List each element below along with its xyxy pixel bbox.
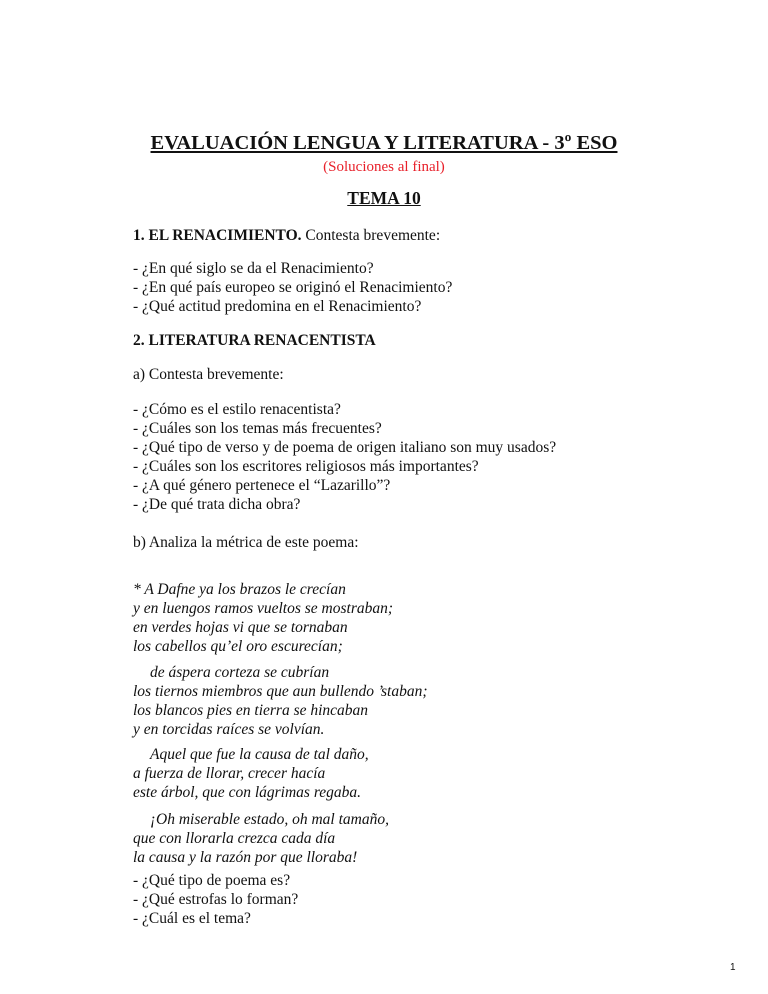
part-b-label: b) Analiza la métrica de este poema: [133,534,359,551]
poem-verse: que con llorarla crezca cada día [133,830,336,847]
poem-stanza-2 [133,663,428,739]
part-a-label: a) Contesta brevemente: [133,366,284,383]
document-subtitle: (Soluciones al final) [323,159,445,175]
question: - ¿En qué país europeo se originó el Renacimiento? [133,279,453,296]
question: - ¿En qué siglo se da el Renacimiento? [133,260,374,277]
poem-verse: los tiernos miembros que aun bullendo ’staban; [133,683,428,700]
poem-verse: de áspera corteza se cubrían [150,664,330,681]
section-2-heading: 2. LITERATURA RENACENTISTA [133,332,376,349]
poem-verse: en verdes hojas vi que se tornaban [133,619,348,636]
poem-stanza-3 [133,745,369,802]
poem-verse: * A Dafne ya los brazos le crecían [133,581,346,598]
section-1-questions [133,259,452,316]
question: - ¿Cuáles son los temas más frecuentes? [133,420,382,437]
part-b-questions [133,871,298,928]
question: - ¿Cuáles son los escritores religiosos más importantes? [133,458,479,475]
question: - ¿Qué actitud predomina en el Renacimiento? [133,298,422,315]
question: - ¿Qué tipo de poema es? [133,872,291,889]
poem-stanza-4 [133,810,389,867]
poem-verse: este árbol, que con lágrimas regaba. [133,784,362,801]
question: - ¿Cómo es el estilo renacentista? [133,401,341,418]
question: - ¿A qué género pertenece el “Lazarillo”? [133,477,391,494]
question: - ¿Qué estrofas lo forman? [133,891,299,908]
document-title: EVALUACIÓN LENGUA Y LITERATURA - 3º ESO [150,132,618,154]
poem-stanza-1 [133,580,393,656]
section-1-heading: 1. EL RENACIMIENTO. [133,227,302,244]
poem-verse: y en luengos ramos vueltos se mostraban; [133,600,394,617]
poem-verse: ¡Oh miserable estado, oh mal tamaño, [150,811,389,828]
part-a-questions [133,400,556,514]
poem-verse: Aquel que fue la causa de tal daño, [150,746,369,763]
poem-verse: la causa y la razón por que lloraba! [133,849,358,866]
page-number: 1 [730,962,736,973]
question: - ¿Cuál es el tema? [133,910,251,927]
section-1-instruction: Contesta brevemente: [301,227,441,244]
poem-verse: a fuerza de llorar, crecer hacía [133,765,326,782]
question: - ¿Qué tipo de verso y de poema de origen italiano son muy usados? [133,439,557,456]
poem-verse: los cabellos qu’el oro escurecían; [133,638,343,655]
question: - ¿De qué trata dicha obra? [133,496,301,513]
poem-verse: los blancos pies en tierra se hincaban [133,702,369,719]
section-1 [133,226,440,245]
poem-verse: y en torcidas raíces se volvían. [133,721,325,738]
tema-heading: TEMA 10 [347,188,421,208]
